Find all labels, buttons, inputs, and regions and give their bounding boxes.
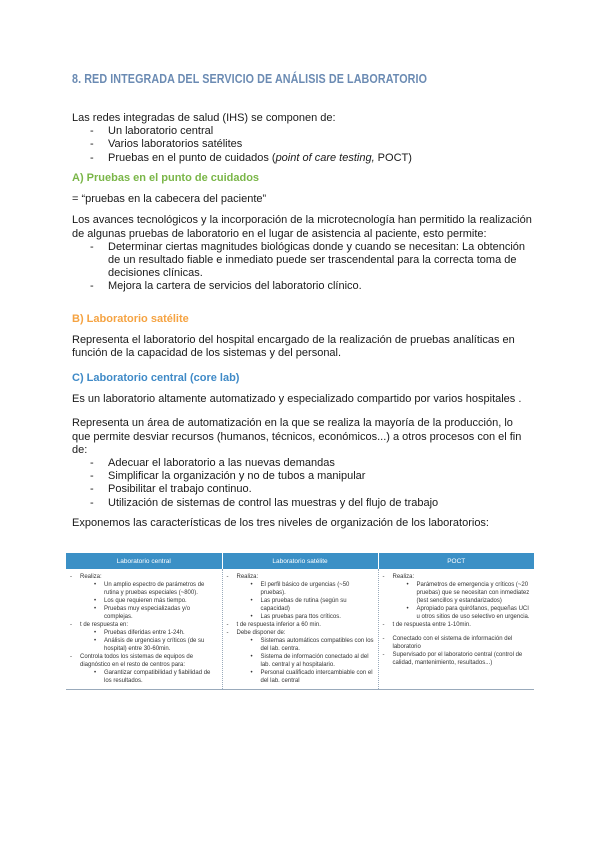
header-poct: POCT <box>378 553 534 569</box>
list-item <box>72 138 532 151</box>
section-c-paragraph-1: Es un laboratorio altamente automatizado y especializado compartido por varios hospitales . <box>72 393 522 406</box>
table-subitem <box>237 669 375 685</box>
table-subitem-text: Los que requieren más tiempo. <box>104 598 187 604</box>
table-item <box>381 621 532 629</box>
section-a-list <box>72 241 532 294</box>
table-subitem-text: Sistemas automáticos compatibles con los del lab. centra. <box>260 638 374 652</box>
table-item-text: Realiza: <box>392 574 415 580</box>
bullet-marker: • <box>250 598 253 604</box>
list-item <box>72 280 532 293</box>
table-subitem-text: Apropiado para quirófanos, pequeñas UCI u otros sitios de uso selectivo en urgencia. <box>416 606 530 620</box>
dash-marker: - <box>90 483 94 496</box>
table-subitem-text: Las pruebas de rutina (según su capacidad) <box>260 598 347 612</box>
bullet-marker: • <box>94 606 97 612</box>
dash-marker: - <box>70 654 72 660</box>
bullet-marker: • <box>406 606 409 612</box>
list-item <box>72 457 532 470</box>
table-item-text: Realiza: <box>236 574 259 580</box>
list-item <box>72 152 532 165</box>
section-c <box>72 372 532 510</box>
poct-prefix: Pruebas en el punto de cuidados ( <box>108 151 276 164</box>
dash-marker: - <box>382 622 385 628</box>
section-a-definition: = “pruebas en la cabecera del paciente” <box>72 193 267 206</box>
table-item-text: Controla todos los sistemas de equipos de diagnóstico en el resto de centros para: <box>80 654 194 668</box>
table-item <box>68 621 219 653</box>
table-subitem-text: Pruebas muy especializadas y/o complejas. <box>104 606 191 620</box>
poct-italic: point of care testing, <box>275 151 375 164</box>
table-item <box>381 635 532 651</box>
list-item <box>72 125 532 138</box>
comparison-table <box>66 553 534 690</box>
dash-marker: - <box>226 630 229 636</box>
table-subitem-text: Las pruebas para ttos críticos. <box>260 614 341 620</box>
dash-marker: - <box>70 622 72 628</box>
dash-marker: - <box>382 636 385 642</box>
intro-text: Las redes integradas de salud (IHS) se componen de: <box>72 112 336 124</box>
closing-text: Exponemos las características de los tres niveles de organización de los laboratorios: <box>72 517 489 529</box>
table-item-text: Debe disponer de: <box>236 630 286 636</box>
dash-marker: - <box>90 496 94 509</box>
table-subitem-text: Parámetros de emergencia y críticos (~20 pruebas) que se necesitan con inmediatez (test sencillos y estandarizados) <box>416 582 530 604</box>
table-item <box>225 629 375 685</box>
list-item-text: Determinar ciertas magnitudes biológicas donde y cuando se necesitan: La obtención de un resultado fiable e inmediato puede ser trascendental para la correcta toma de decisiones clínicas. <box>108 240 526 280</box>
table-subitem <box>393 581 532 605</box>
bullet-marker: • <box>406 582 409 588</box>
list-item-text: Mejora la cartera de servicios del laboratorio clínico. <box>108 280 362 293</box>
bullet-marker: • <box>94 598 97 604</box>
dash-marker: - <box>226 574 229 580</box>
dash-marker: - <box>70 574 72 580</box>
table-subitem <box>237 613 375 621</box>
table-subitem-text: Garantizar compatibilidad y fiabilidad de los resultados. <box>104 670 211 684</box>
list-item <box>72 497 532 510</box>
table-subitem <box>237 597 375 613</box>
table-subitem <box>80 605 219 621</box>
bullet-marker: • <box>250 638 253 644</box>
table-subitem-text: Pruebas diferidas entre 1-24h. <box>104 630 185 636</box>
dash-marker: - <box>90 457 94 470</box>
table-item-text: Conectado con el sistema de información del laboratorio <box>392 636 513 650</box>
bullet-marker: • <box>250 654 253 660</box>
table-row <box>66 569 534 690</box>
list-item-text: Varios laboratorios satélites <box>108 138 243 151</box>
list-item <box>72 483 532 496</box>
list-item-text: Adecuar el laboratorio a las nuevas demandas <box>108 457 335 470</box>
table-item-text: t de respuesta entre 1-10min. <box>392 622 471 628</box>
network-list <box>72 125 532 165</box>
table-subitem-text: Personal cualificado intercambiable con el del lab. central <box>260 670 373 684</box>
dash-marker: - <box>382 574 385 580</box>
dash-marker: - <box>90 151 94 164</box>
cell-central <box>66 569 222 690</box>
table-header-row <box>66 553 534 569</box>
bullet-marker: • <box>250 614 253 620</box>
table-subitem <box>80 597 219 605</box>
section-c-heading: C) Laboratorio central (core lab) <box>72 372 240 384</box>
bullet-marker: • <box>94 670 97 676</box>
bullet-marker: • <box>250 582 253 588</box>
table-subitem <box>237 653 375 669</box>
table-subitem-text: El perfil básico de urgencias (~50 pruebas). <box>260 582 350 596</box>
section-a-heading: A) Pruebas en el punto de cuidados <box>72 172 260 184</box>
list-item-text: Utilización de sistemas de control las muestras y del flujo de trabajo <box>108 496 439 509</box>
bullet-marker: • <box>94 630 97 636</box>
table-subitem <box>80 629 219 637</box>
section-b <box>72 313 532 361</box>
table-item <box>381 651 532 667</box>
table-item <box>68 573 219 621</box>
dash-marker: - <box>226 622 229 628</box>
table-subitem <box>393 605 532 621</box>
list-item <box>72 470 532 483</box>
dash-marker: - <box>90 240 94 253</box>
table-subitem-text: Un amplio espectro de parámetros de rutina y pruebas especiales (~800). <box>104 582 205 596</box>
table-subitem <box>80 669 219 685</box>
table-item <box>68 653 219 685</box>
list-item-text: Simplificar la organización y no de tubos a manipular <box>108 470 366 483</box>
section-c-list <box>72 457 532 510</box>
section-a <box>72 172 532 294</box>
table-item-text: Realiza: <box>80 574 102 580</box>
table-item-text: t de respuesta inferior a 60 min. <box>236 622 321 628</box>
list-item <box>72 241 532 281</box>
cell-poct <box>378 569 534 690</box>
dash-marker: - <box>90 470 94 483</box>
bullet-marker: • <box>250 670 253 676</box>
section-b-heading: B) Laboratorio satélite <box>72 313 189 325</box>
closing-block <box>72 517 532 530</box>
intro-block <box>72 112 532 165</box>
table-subitem-text: Sistema de información conectado al del lab. central y al hospitalario. <box>260 654 369 668</box>
table-item-text: Supervisado por el laboratorio central (control de calidad, mantenimiento, resultados...) <box>392 652 523 666</box>
list-item-text: Un laboratorio central <box>108 125 214 138</box>
list-item-text: Posibilitar el trabajo continuo. <box>108 483 252 496</box>
table-item <box>225 573 375 621</box>
table-subitem-text: Análisis de urgencias y críticos (de su hospital) entre 30-60min. <box>104 638 205 652</box>
header-central: Laboratorio central <box>66 553 222 569</box>
table-subitem <box>237 637 375 653</box>
bullet-marker: • <box>94 582 97 588</box>
bullet-marker: • <box>94 638 97 644</box>
dash-marker: - <box>90 125 94 138</box>
table-subitem <box>80 637 219 653</box>
section-title: 8. RED INTEGRADA DEL SERVICIO DE ANÁLISIS DE LABORATORIO <box>72 72 428 86</box>
header-satellite: Laboratorio satélite <box>222 553 378 569</box>
section-c-paragraph-2: Representa un área de automatización en la que se realiza la mayoría de la producción, lo que permite desviar recursos (humanos, técnicos, económicos...) a otros procesos con el fin de: <box>72 417 522 456</box>
cell-satellite <box>222 569 378 690</box>
dash-marker: - <box>382 652 385 658</box>
table-item-text: t de respuesta en: <box>80 622 129 628</box>
section-a-paragraph: Los avances tecnológicos y la incorporación de la microtecnología han permitido la realización de algunas pruebas de laboratorio en el lugar de asistencia al paciente, esto permite: <box>72 214 532 240</box>
table-subitem <box>237 581 375 597</box>
table-subitem <box>80 581 219 597</box>
section-b-paragraph: Representa el laboratorio del hospital encargado de la realización de pruebas analíticas en función de la capacidad de los sistemas y del personal. <box>72 334 515 360</box>
poct-suffix: POCT) <box>374 151 412 164</box>
table-item <box>225 621 375 629</box>
dash-marker: - <box>90 138 94 151</box>
dash-marker: - <box>90 280 94 293</box>
table-item <box>381 573 532 621</box>
